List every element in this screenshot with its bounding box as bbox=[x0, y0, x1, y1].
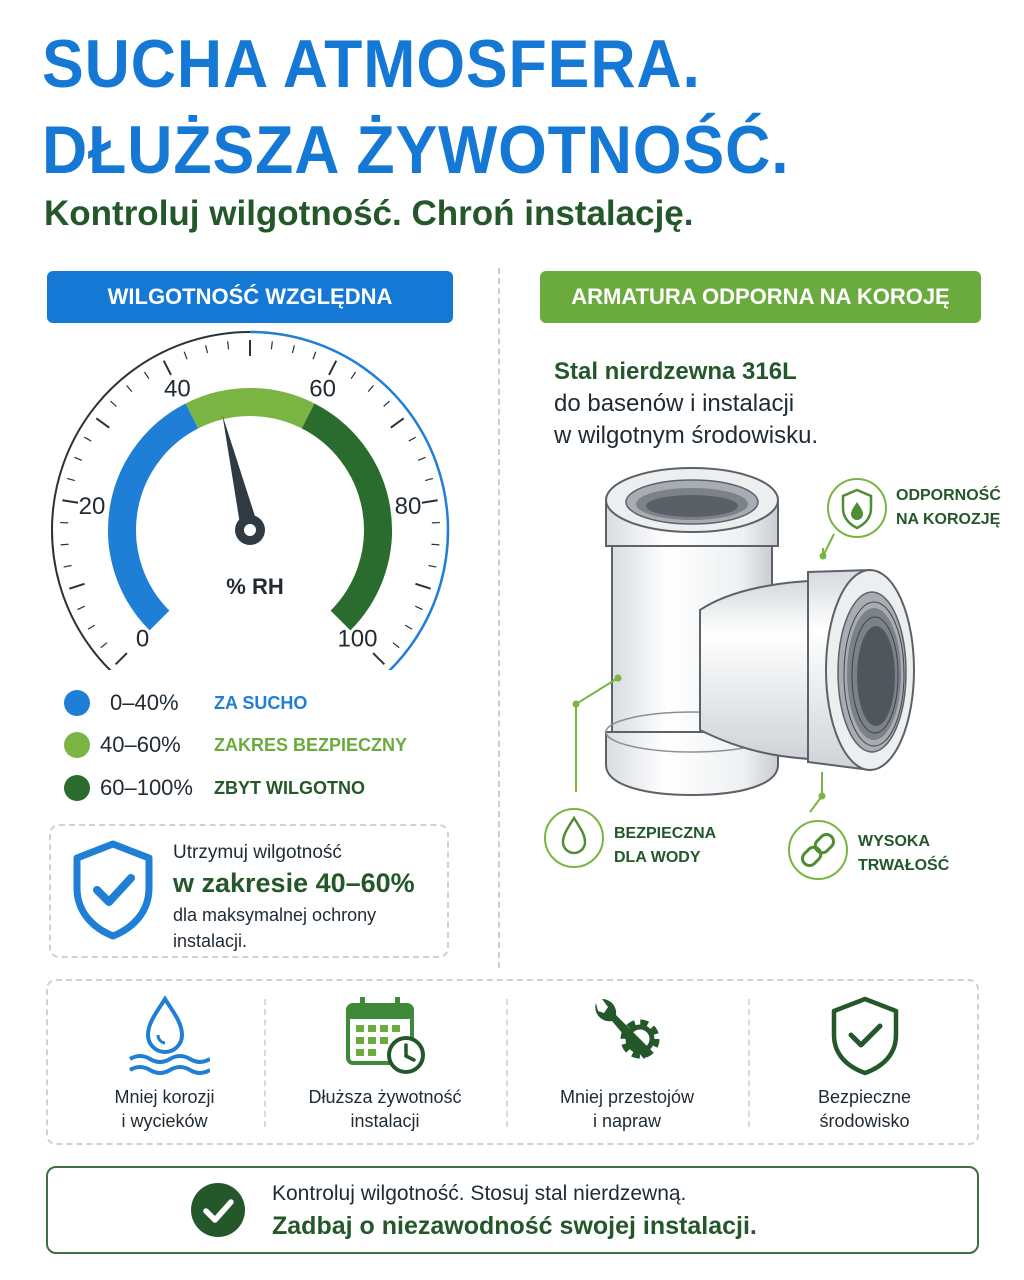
gauge-tick-label-0: 0 bbox=[135, 625, 150, 653]
gauge-unit-label: % RH bbox=[226, 574, 284, 599]
feature-water-line1: BEZPIECZNA bbox=[614, 825, 717, 842]
recommendation-line3: dla maksymalnej ochrony instalacji. bbox=[173, 905, 377, 951]
check-circle-icon bbox=[190, 1182, 246, 1238]
gauge-tick-label-40: 40 bbox=[164, 375, 191, 403]
benefit-longer-life bbox=[264, 981, 506, 1143]
gauge-needle bbox=[222, 415, 265, 545]
legend-item-dry bbox=[64, 688, 308, 718]
footer-message-bar bbox=[46, 1166, 979, 1254]
recommendation-range: w zakresie 40–60% bbox=[173, 868, 415, 898]
gauge-tick bbox=[368, 386, 373, 392]
feature-durability-line1: WYSOKA bbox=[858, 833, 930, 850]
gauge-tick bbox=[425, 478, 433, 480]
gauge-tick bbox=[184, 352, 187, 360]
legend-label-wet: ZBYT WILGOTNO bbox=[214, 777, 365, 798]
feature-water-label bbox=[614, 822, 716, 870]
benefit-less-corrosion bbox=[48, 981, 281, 1143]
gauge-tick bbox=[84, 437, 91, 441]
gauge-tick bbox=[96, 418, 109, 427]
section-divider bbox=[498, 268, 500, 968]
steel-description bbox=[554, 356, 818, 452]
gauge-tick bbox=[110, 401, 116, 406]
gauge-tick-label-80: 80 bbox=[394, 492, 422, 520]
gauge-tick bbox=[271, 341, 272, 349]
humidity-gauge bbox=[40, 330, 460, 670]
legend-item-wet bbox=[64, 773, 365, 803]
page-title-line2: DŁUŻSZA ŻYWOTNOŚĆ. bbox=[42, 112, 790, 188]
shield-check-icon bbox=[71, 840, 155, 940]
feature-durability-label bbox=[858, 830, 949, 878]
legend-dot-safe bbox=[64, 732, 90, 758]
benefit-less-downtime bbox=[506, 981, 748, 1143]
legend-label-safe: ZAKRES BEZPIECZNY bbox=[214, 734, 408, 755]
benefit-less-downtime-text bbox=[506, 1085, 748, 1133]
water-drop-waves-icon bbox=[120, 993, 210, 1077]
gauge-zone-2 bbox=[308, 416, 378, 621]
gauge-tick bbox=[431, 544, 439, 545]
gauge-tick bbox=[415, 584, 430, 589]
gauge-tick bbox=[74, 457, 81, 460]
gauge-tick bbox=[418, 457, 425, 460]
steel-description-line3: w wilgotnym środowisku. bbox=[554, 422, 819, 449]
gauge-tick bbox=[351, 372, 355, 379]
gauge-tick bbox=[77, 606, 84, 609]
wrench-gear-icon bbox=[582, 993, 672, 1077]
gauge-tick bbox=[62, 500, 78, 503]
legend-dot-wet bbox=[64, 775, 90, 801]
legend-item-safe bbox=[64, 730, 408, 760]
gauge-tick bbox=[228, 341, 229, 349]
callout-line-durability bbox=[810, 772, 822, 812]
gauge-tick bbox=[206, 345, 208, 353]
page-title-line1: SUCHA ATMOSFERA. bbox=[42, 26, 701, 102]
benefit-safe-environment-text bbox=[748, 1085, 981, 1133]
gauge-tick bbox=[391, 418, 404, 427]
gauge-tick-label-60: 60 bbox=[309, 375, 336, 403]
gauge-tick bbox=[101, 643, 107, 648]
gauge-tick bbox=[88, 625, 95, 629]
benefit-4-line1: Bezpieczne bbox=[817, 1087, 912, 1107]
humidity-heading: WILGOTNOŚĆ WZGLĘDNA bbox=[47, 271, 453, 323]
legend-range-dry: 0–40% bbox=[110, 690, 179, 715]
gauge-tick bbox=[405, 625, 412, 629]
feature-corrosion-line2: NA KOROZJĘ bbox=[896, 511, 1001, 528]
benefit-2-line2: instalacji bbox=[350, 1111, 420, 1131]
feature-corrosion-line1: ODPORNOŚĆ bbox=[896, 487, 1001, 504]
benefit-1-line2: i wycieków bbox=[121, 1111, 208, 1131]
benefits-panel bbox=[46, 979, 979, 1145]
steel-description-line1: Stal nierdzewna 316L bbox=[554, 358, 797, 385]
gauge-tick bbox=[415, 606, 422, 609]
gauge-tick bbox=[64, 566, 72, 568]
benefit-4-line2: środowisko bbox=[819, 1111, 910, 1131]
gauge-tick bbox=[373, 653, 384, 664]
gauge-tick bbox=[422, 500, 438, 503]
gauge-tick bbox=[384, 401, 390, 406]
fittings-heading: ARMATURA ODPORNA NA KOROJĘ bbox=[540, 271, 981, 323]
benefit-3-line2: i napraw bbox=[592, 1111, 662, 1131]
recommendation-line1: Utrzymuj wilgotność bbox=[173, 842, 342, 863]
gauge-zone-0 bbox=[122, 416, 192, 621]
legend-range-safe: 40–60% bbox=[100, 732, 181, 757]
shield-check-icon bbox=[820, 993, 910, 1077]
gauge-tick bbox=[313, 352, 316, 360]
humidity-recommendation-box bbox=[49, 824, 449, 958]
gauge-tick bbox=[409, 437, 416, 441]
footer-line2: Zadbaj o niezawodność swojej instalacji. bbox=[272, 1212, 757, 1240]
gauge-needle-pointer bbox=[222, 415, 258, 532]
gauge-tick-label-100: 100 bbox=[337, 625, 378, 653]
gauge-tick bbox=[127, 386, 132, 392]
legend-range-wet: 60–100% bbox=[100, 775, 193, 800]
gauge-tick bbox=[429, 566, 437, 568]
footer-line1: Kontroluj wilgotność. Stosuj stal nierdzewną. bbox=[272, 1182, 687, 1205]
calendar-clock-icon bbox=[340, 993, 430, 1077]
callout-line-corrosion bbox=[823, 534, 834, 556]
legend-label-dry: ZA SUCHO bbox=[214, 692, 308, 713]
benefit-less-corrosion-text bbox=[48, 1085, 281, 1133]
gauge-tick bbox=[61, 544, 69, 545]
feature-corrosion-label bbox=[896, 484, 1001, 532]
feature-water-line2: DLA WODY bbox=[614, 849, 701, 866]
steel-description-line2: do basenów i instalacji bbox=[554, 390, 795, 417]
gauge-tick bbox=[164, 361, 171, 375]
benefit-longer-life-text bbox=[264, 1085, 506, 1133]
benefit-2-line1: Dłuższa żywotność bbox=[308, 1087, 462, 1107]
gauge-tick bbox=[292, 345, 294, 353]
gauge-tick bbox=[69, 584, 84, 589]
benefit-safe-environment bbox=[748, 981, 981, 1143]
gauge-zone-1 bbox=[192, 402, 308, 416]
gauge-tick bbox=[67, 478, 75, 480]
legend-dot-dry bbox=[64, 690, 90, 716]
gauge-tick-label-20: 20 bbox=[78, 492, 106, 520]
benefit-3-line1: Mniej przestojów bbox=[559, 1087, 695, 1107]
gauge-tick bbox=[329, 361, 336, 375]
gauge-tick bbox=[116, 653, 127, 664]
feature-durability-line2: TRWAŁOŚĆ bbox=[858, 857, 950, 874]
gauge-tick bbox=[144, 372, 148, 379]
gauge-tick bbox=[393, 643, 399, 648]
benefit-1-line1: Mniej korozji bbox=[114, 1087, 215, 1107]
page-subtitle: Kontroluj wilgotność. Chroń instalację. bbox=[44, 194, 694, 233]
